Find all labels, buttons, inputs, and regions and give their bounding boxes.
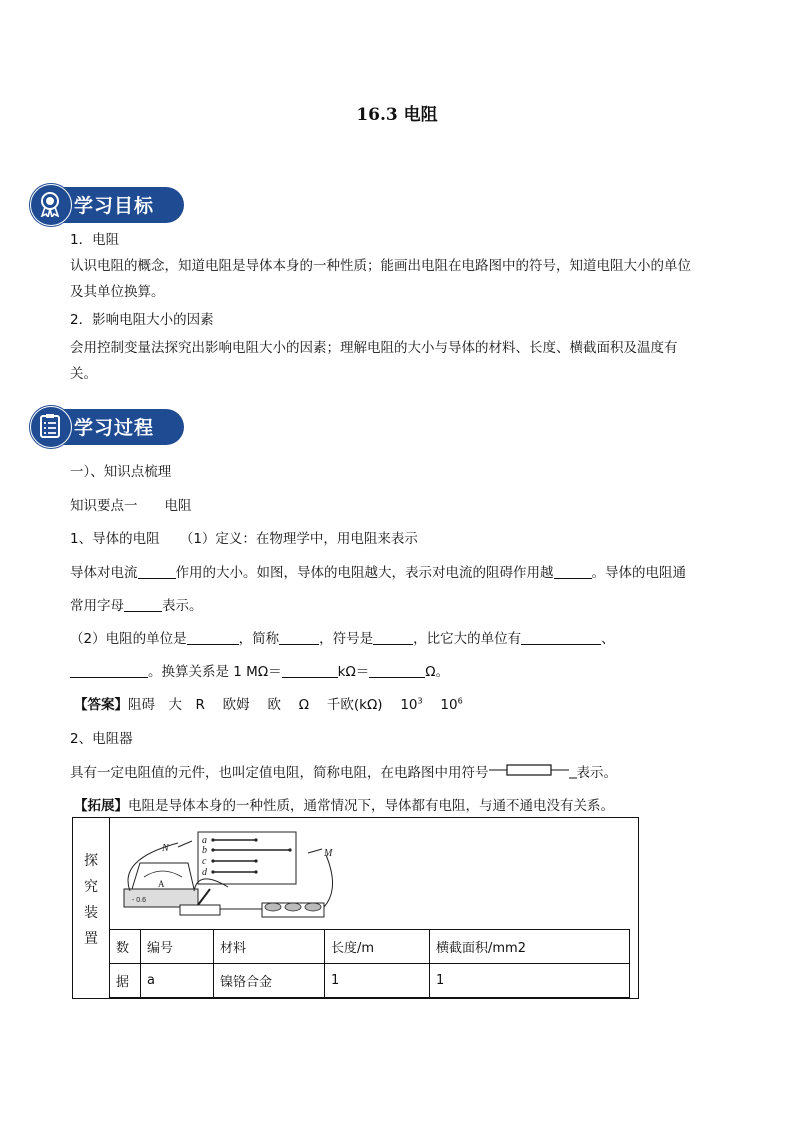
blank: [70, 663, 148, 678]
extension-tag: 【拓展】: [74, 798, 128, 814]
text: 。导体的电阻通: [591, 565, 686, 581]
text: 常用字母: [70, 598, 124, 614]
blank: [373, 630, 413, 645]
text: 表示。: [162, 598, 203, 614]
award-icon: [37, 191, 63, 217]
wire-label-b: b: [202, 845, 207, 856]
table-row: [110, 930, 630, 964]
side-char: 探: [84, 853, 98, 869]
text: Ω。: [425, 664, 450, 680]
apparatus-side-label: [73, 818, 110, 998]
blank: [138, 564, 176, 579]
goal-heading-1: 1．电阻: [70, 232, 120, 248]
table-cell: 镍铬合金: [214, 964, 325, 998]
wire-label-a: a: [202, 835, 207, 846]
blank: [279, 630, 319, 645]
table-cell: 1: [325, 964, 430, 998]
side-char: 置: [84, 931, 98, 947]
goal-text-2b: 关。: [70, 366, 97, 382]
text: ，符号是: [319, 631, 374, 647]
blank: [124, 597, 162, 612]
answer-line: [74, 693, 463, 713]
goal-heading-2: 2．影响电阻大小的因素: [70, 312, 214, 328]
section-banner-goals: [30, 184, 186, 226]
table-cell: 1: [430, 964, 630, 998]
blank: [369, 663, 425, 678]
goal-text-1a: 认识电阻的概念，知道电阻是导体本身的一种性质；能画出电阻在电路图中的符号，知道电阻大小的单位: [70, 258, 691, 274]
section-banner-process: [30, 406, 186, 448]
resistor-symbol-line: [70, 761, 617, 781]
exponent: 6: [457, 696, 463, 706]
text: 。换算关系是 1 MΩ＝: [148, 664, 282, 680]
side-char: 究: [84, 879, 98, 895]
blank: [554, 564, 592, 579]
resistor-symbol-icon: [489, 763, 577, 781]
blank: [282, 663, 338, 678]
checklist-icon: [37, 413, 63, 439]
text: kΩ＝: [337, 664, 370, 680]
wire-label-c: c: [202, 856, 207, 867]
wire-label-d: d: [202, 867, 207, 878]
text: 具有一定电阻值的元件，也叫定值电阻，简称电阻，在电路图中用符号: [70, 765, 489, 781]
fill-line-3: [70, 627, 615, 647]
text: 、: [601, 631, 615, 647]
fill-line-2: [70, 594, 203, 614]
table-cell: 据: [110, 964, 141, 998]
goal-text-2a: 会用控制变量法探究出影响电阻大小的因素；理解电阻的大小与导体的材料、长度、横截面积及温度有: [70, 340, 678, 356]
answer-tag: 【答案】: [74, 697, 128, 713]
table-cell: 材料: [214, 930, 325, 964]
banner-process-label: 学习过程: [74, 417, 155, 439]
goal-text-1b: 及其单位换算。: [70, 284, 165, 300]
text: 作用的大小。如图，导体的电阻越大，表示对电流的阻碍作用越: [175, 565, 554, 581]
table-cell: 长度/m: [325, 930, 430, 964]
table-cell: 横截面积/mm2: [430, 930, 630, 964]
answer-text: 10: [422, 697, 458, 713]
text: 导体对电流: [70, 565, 138, 581]
table-cell: 编号: [141, 930, 214, 964]
clip-label-n: N: [162, 843, 169, 854]
clip-label-m: M: [324, 848, 333, 859]
page-title: 16.3 电阻: [356, 105, 438, 125]
fill-line-1: [70, 561, 686, 581]
definition-line: 1、导体的电阻 （1）定义：在物理学中，用电阻来表示: [70, 531, 418, 547]
ammeter-label: A: [158, 879, 165, 889]
fill-line-4: [70, 660, 449, 680]
table-row: [110, 964, 630, 998]
resistor-heading: 2、电阻器: [70, 731, 133, 747]
answer-text: 阻碍 大 R 欧姆 欧 Ω 千欧(kΩ) 10: [128, 697, 418, 713]
data-table: [109, 929, 630, 998]
table-cell: 数: [110, 930, 141, 964]
blank: [521, 630, 601, 645]
blank: [187, 630, 239, 645]
text: ，简称: [238, 631, 280, 647]
extension-line: [74, 794, 614, 814]
exponent: 3: [417, 696, 423, 706]
side-char: 装: [84, 905, 98, 921]
text: ，比它大的单位有: [413, 631, 522, 647]
section-heading: 一）、知识点梳理: [70, 464, 172, 480]
ammeter-scale-label: - 0.6: [132, 897, 147, 904]
knowledge-point: 知识要点一 电阻: [70, 498, 192, 514]
text: 表示。: [576, 765, 617, 781]
banner-goals-label: 学习目标: [74, 195, 155, 217]
table-cell: a: [141, 964, 214, 998]
apparatus-diagram: [118, 829, 344, 921]
text: （2）电阻的单位是: [70, 631, 187, 647]
extension-text: 电阻是导体本身的一种性质，通常情况下，导体都有电阻，与通不通电没有关系。: [128, 798, 614, 814]
